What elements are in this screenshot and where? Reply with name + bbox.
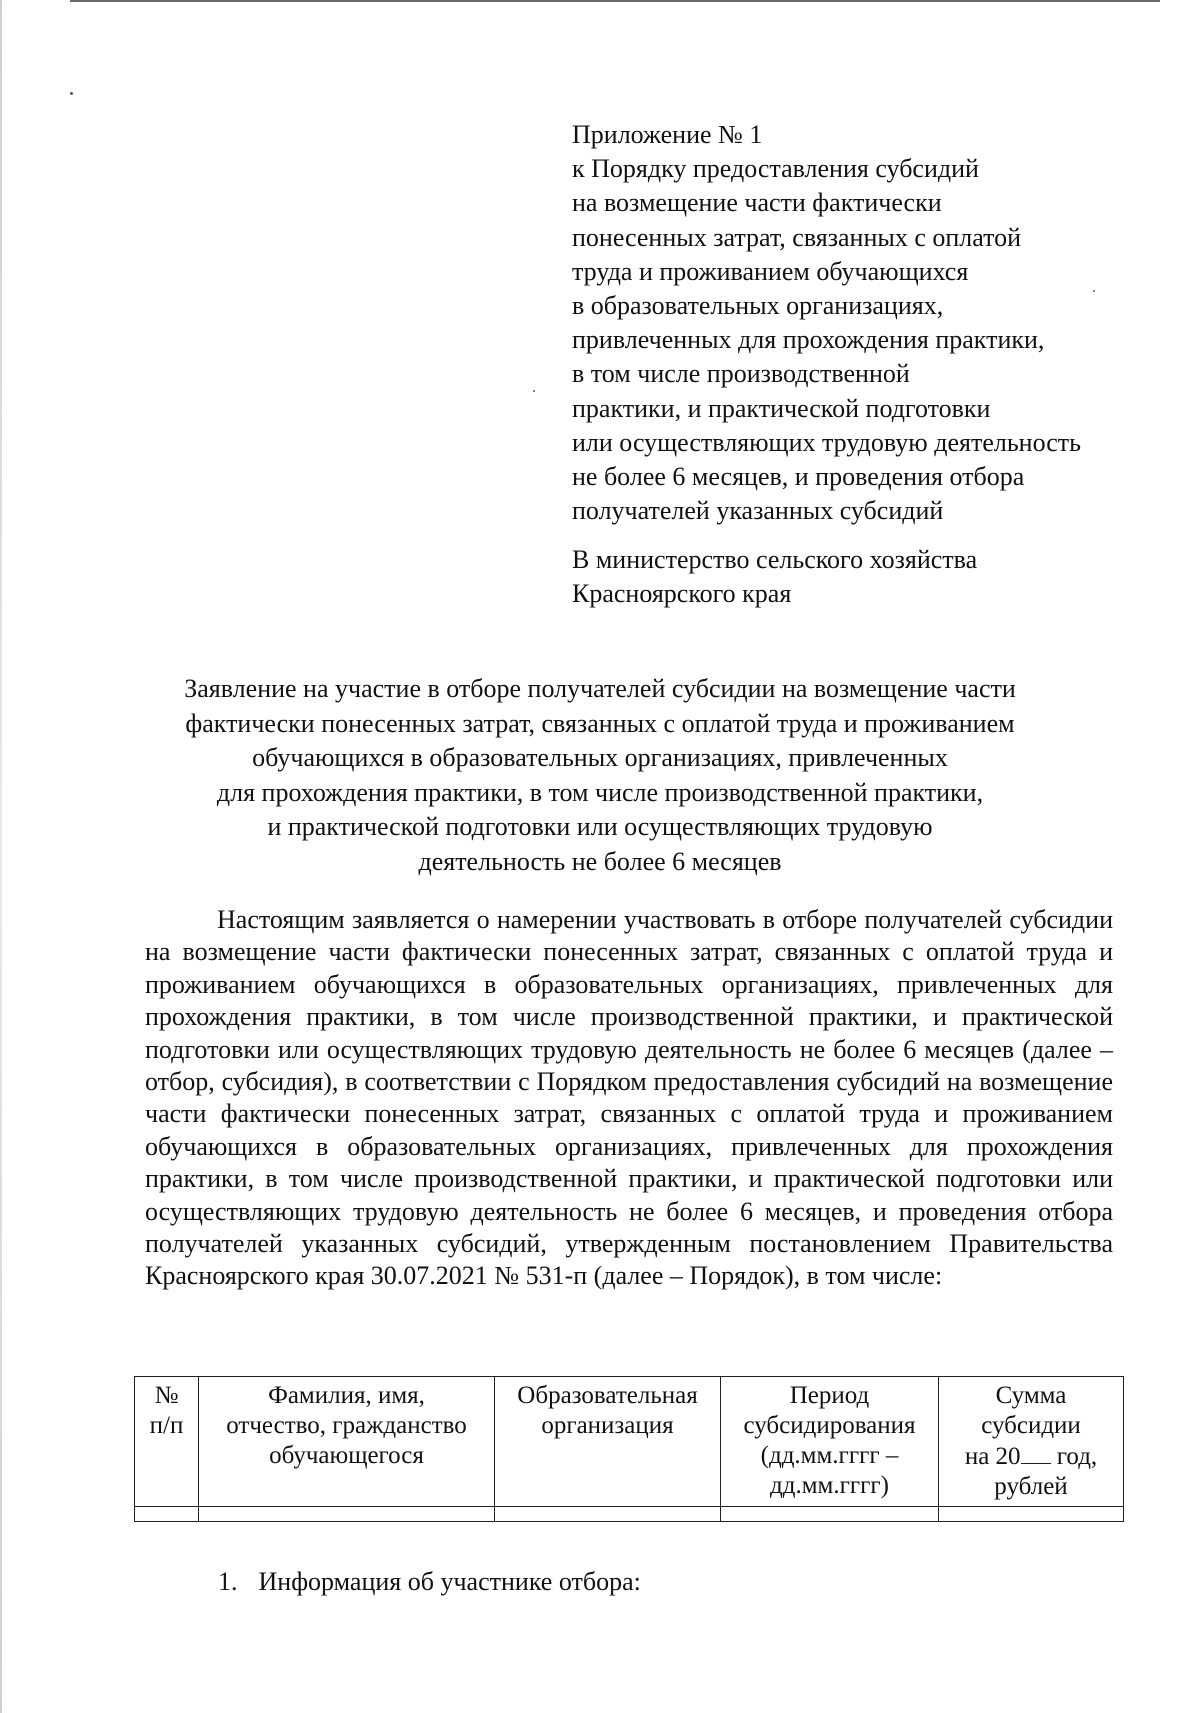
- title-line: фактически понесенных затрат, связанных с оплатой труда и проживанием: [185, 708, 1015, 738]
- header-number: [135, 1377, 199, 1507]
- appendix-line: труда и проживанием обучающихся: [572, 256, 969, 286]
- table-header-row: [135, 1377, 1124, 1507]
- appendix-line: или осуществляющих трудовую деятельность: [572, 427, 1082, 457]
- addressee-line: В министерство сельского хозяйства: [572, 545, 978, 574]
- appendix-line: к Порядку предоставления субсидий: [572, 154, 979, 184]
- header-student-name: [199, 1377, 495, 1507]
- header-line: рублей: [994, 1473, 1068, 1500]
- table-row: [135, 1507, 1124, 1522]
- title-line: деятельность не более 6 месяцев: [418, 846, 782, 876]
- year-prefix: на 20: [964, 1443, 1021, 1470]
- header-line: п/п: [149, 1412, 184, 1439]
- title-line: для прохождения практики, в том числе производственной практики,: [216, 777, 984, 807]
- header-line: организация: [541, 1412, 674, 1439]
- year-suffix: год,: [1050, 1443, 1098, 1470]
- appendix-heading: [572, 118, 1132, 528]
- scan-top-border: [70, 0, 1160, 2]
- year-blank-field[interactable]: [1021, 1441, 1051, 1464]
- addressee-line: Красноярского края: [572, 579, 792, 608]
- header-line: субсидии: [981, 1412, 1081, 1439]
- body-paragraph: Настоящим заявляется о намерении участвовать в отборе получателей субсидии на возмещение части фактически понесенных затрат, связанных с оплатой труда и проживанием обучающихся в образовательных организациях, привлеченных для прохождения практики, в том числе производственной практики, и практической подготовки или осуществляющих трудовую деятельность не более 6 месяцев (далее – отбор, субсидия), в соответствии с Порядком предоставления субсидий на возмещение части фактически понесенных затрат, связанных с оплатой труда и проживанием обучающихся в образовательных организациях, привлеченных для прохождения практики, в том числе производственной практики, и практической подготовки или осуществляющих трудовую деятельность не более 6 месяцев, и проведения отбора получателей указанных субсидий, утвержденным постановлением Правительства Красноярского края 30.07.2021 № 531-п (далее – Порядок), в том числе:: [145, 905, 1113, 1291]
- subsidy-table: [134, 1376, 1124, 1522]
- scan-speck: [70, 92, 73, 95]
- appendix-line: получателей указанных субсидий: [572, 496, 944, 526]
- statement-title: [130, 672, 1070, 879]
- list-item-number: 1.: [218, 1567, 238, 1596]
- header-line: обучающегося: [269, 1442, 424, 1469]
- list-item-text: Информация об участнике отбора:: [258, 1567, 641, 1596]
- appendix-line: не более 6 месяцев, и проведения отбора: [572, 462, 1025, 492]
- header-line: Фамилия, имя,: [268, 1382, 425, 1409]
- appendix-line: практики, и практической подготовки: [572, 393, 991, 423]
- scan-speck: [533, 390, 535, 392]
- header-subsidy-sum: [939, 1377, 1124, 1507]
- list-item: [218, 1565, 641, 1599]
- appendix-line: Приложение № 1: [572, 120, 763, 149]
- header-line: Сумма: [995, 1382, 1067, 1409]
- header-line: отчество, гражданство: [226, 1412, 467, 1439]
- appendix-line: привлеченных для прохождения практики,: [572, 325, 1045, 355]
- appendix-line: в образовательных организациях,: [572, 291, 944, 321]
- addressee-block: [572, 543, 1132, 611]
- header-line: Период: [789, 1382, 870, 1409]
- appendix-line: в том числе производственной: [572, 359, 910, 389]
- table-cell[interactable]: [939, 1507, 1124, 1522]
- title-line: и практической подготовки или осуществляющих трудовую: [267, 812, 933, 841]
- title-line: Заявление на участие в отборе получателей субсидии на возмещение части: [184, 674, 1016, 703]
- appendix-line: понесенных затрат, связанных с оплатой: [572, 222, 1022, 252]
- appendix-line: на возмещение части фактически: [572, 188, 942, 218]
- table-cell[interactable]: [721, 1507, 939, 1522]
- header-line: субсидирования: [743, 1412, 916, 1439]
- header-period: [721, 1377, 939, 1507]
- table-cell[interactable]: [135, 1507, 199, 1522]
- scan-left-edge: [0, 0, 2, 1713]
- title-line: обучающихся в образовательных организациях, привлеченных: [252, 743, 948, 772]
- header-line: Образовательная: [517, 1382, 698, 1409]
- header-line: дд.мм.гггг): [770, 1472, 889, 1499]
- header-line: (дд.мм.гггг –: [760, 1442, 899, 1469]
- header-organization: [495, 1377, 721, 1507]
- header-line: №: [154, 1382, 179, 1409]
- header-line: [943, 1441, 1119, 1472]
- table-cell[interactable]: [199, 1507, 495, 1522]
- table-cell[interactable]: [495, 1507, 721, 1522]
